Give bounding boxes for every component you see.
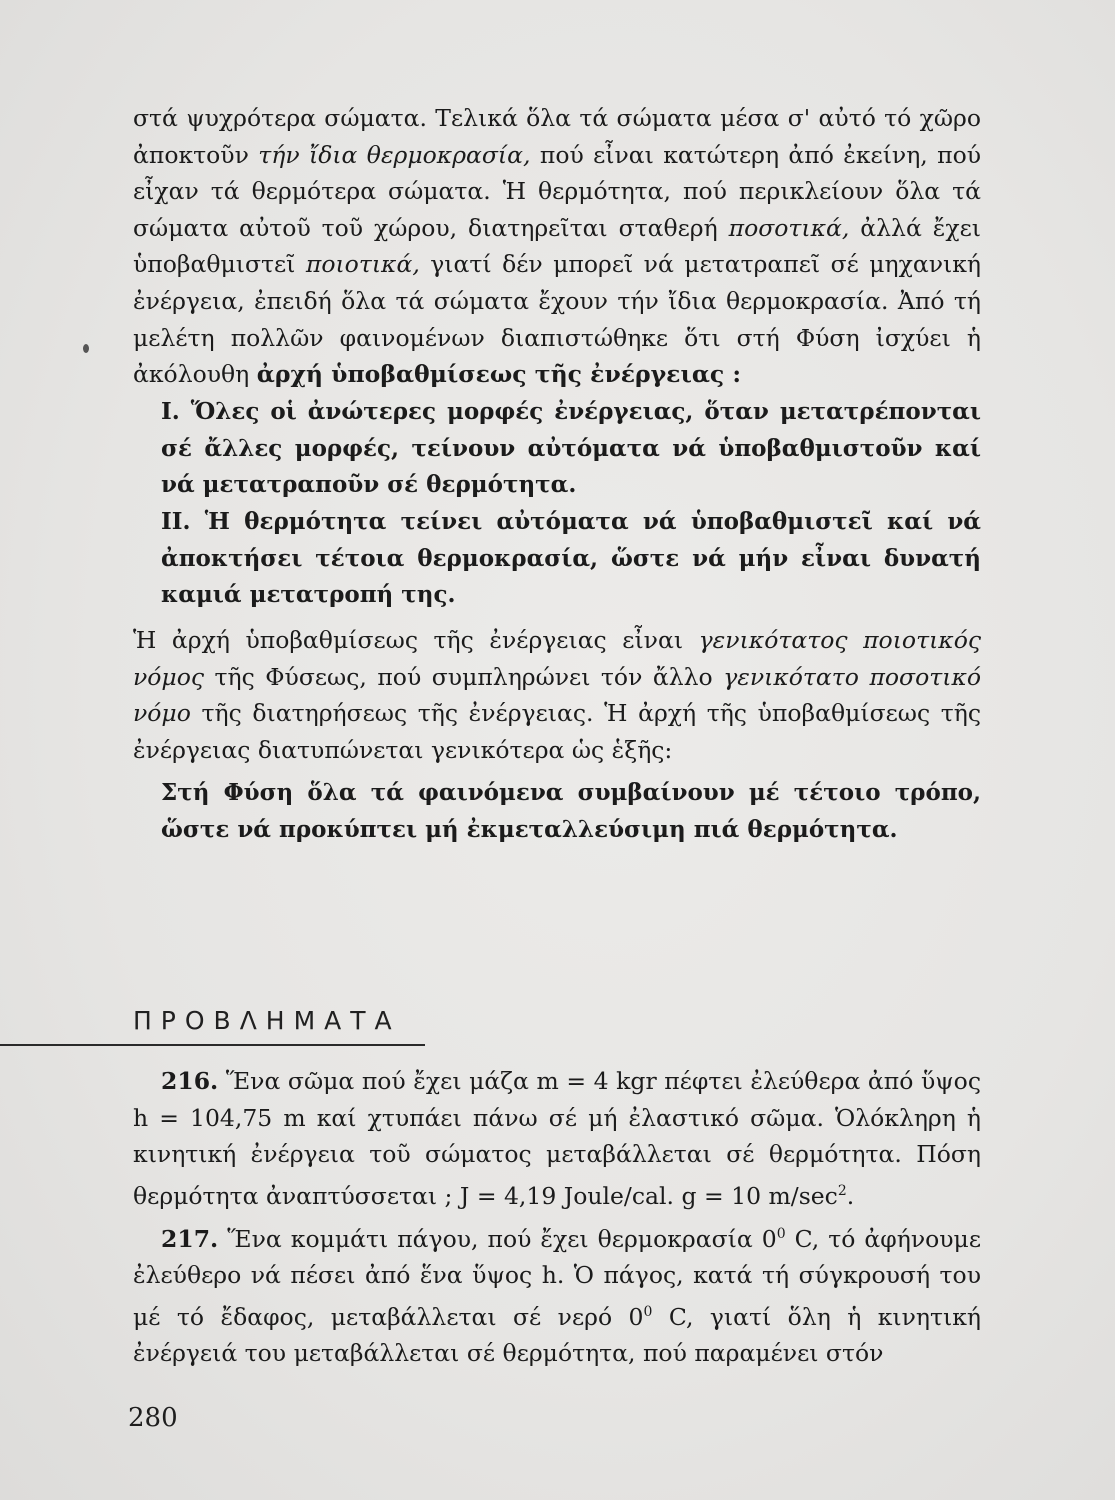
problem-216 xyxy=(133,1063,981,1214)
problem-number: 216. xyxy=(161,1067,219,1095)
italic-run: ποιοτικά, xyxy=(305,250,420,279)
superscript: 0 xyxy=(643,1304,653,1321)
bold-principle-title: ἀρχή ὑποβαθμίσεως τῆς ἐνέργειας : xyxy=(256,360,742,389)
text-run: C, γιατί ὅλη ἡ κινητική ἐνέργειά του μεταβάλλεται σέ θερμότητα, πού παραμένει στόν xyxy=(133,1302,981,1368)
paragraph-1 xyxy=(133,100,981,393)
problem-number: 217. xyxy=(161,1224,219,1253)
italic-run: γενικότατο ποσοτικό νόμο xyxy=(133,662,982,728)
law-1-text: I. Ὅλες οἱ ἀνώτερες μορφές ἐνέργειας, ὅταν μετατρέπονται σέ ἄλλες μορφές, τείνουν αὐτόματα νά ὑποβαθμιστοῦν καί νά μετατραποῦν σέ θερμότητα. xyxy=(161,398,981,499)
problem-217-text xyxy=(133,1216,981,1372)
italic-run: τήν ἴδια θερμοκρασία, xyxy=(258,140,531,169)
law-2-text: II. Ἡ θερμότητα τείνει αὐτόματα νά ὑποβαθμιστεῖ καί νά ἀποκτήσει τέτοια θερμοκρασία, ὥστε νά μήν εἶναι δυνατή καμιά μετατροπή της. xyxy=(161,508,981,609)
law-statement-1 xyxy=(133,394,981,504)
law-statement-2 xyxy=(133,504,981,614)
text-run: τῆς διατηρήσεως τῆς ἐνέργειας. Ἡ ἀρχή τῆς ὑποβαθμίσεως τῆς ἐνέργειας διατυπώνεται γενικότερα ὡς ἑξῆς: xyxy=(133,699,981,764)
text-run: Ἕνα σῶμα πού ἔχει μάζα m = 4 kgr πέφτει ἐλεύθερα ἀπό ὕψος h = 104,75 m καί χτυπάει πάνω σέ μή ἐλαστικό σῶμα. Ὁλόκληρη ἡ κινητική ἐνέργεια τοῦ σώματος μεταβάλλεται σέ θερμότητα. Πόση θερμότητα ἀναπτύσσεται ; J = 4,19 Joule/cal. g = 10 m/sec xyxy=(133,1067,981,1210)
italic-run: ποσοτικά, xyxy=(728,213,850,242)
italic-run: γενικότατος ποιοτικός νόμος xyxy=(133,626,982,691)
law-3-text: Στή Φύση ὅλα τά φαινόμενα συμβαίνουν μέ τέτοιο τρόπο, ὥστε νά προκύπτει μή ἐκμεταλλεύσιμη πιά θερμότητα. xyxy=(161,779,981,843)
superscript: 2 xyxy=(837,1182,847,1199)
paragraph-energy-degradation xyxy=(133,100,981,393)
problem-217 xyxy=(133,1216,981,1372)
heading-underline xyxy=(0,1044,425,1046)
section-heading-problems: ΠΡΟΒΛΗΜΑΤΑ xyxy=(133,1006,401,1035)
paragraph-general-law xyxy=(133,622,981,768)
text-run: γιατί δέν μπορεῖ νά μετατραπεῖ σέ μηχανική ἐνέργεια, ἐπειδή ὅλα τά σώματα ἔχουν τήν ἴδια θερμοκρασία. Ἀπό τή μελέτη πολλῶν φαινομένων διαπιστώθηκε ὅτι στή Φύση ἰσχύει ἡ ἀκόλουθη xyxy=(133,250,982,389)
text-run: ἀλλά ἔχει ὑποβαθμιστεῖ xyxy=(133,213,981,279)
text-run: πού εἶναι κατώτερη ἀπό ἐκείνη, πού εἶχαν τά θερμότερα σώματα. Ἡ θερμότητα, πού περικλείουν ὅλα τά σώματα αὐτοῦ τοῦ χώρου, διατηρεῖται σταθερή xyxy=(133,140,982,242)
text-run: . xyxy=(846,1181,855,1210)
superscript: 0 xyxy=(776,1226,786,1242)
text-run: Ἡ ἀρχή ὑποβαθμίσεως τῆς ἐνέργειας εἶναι xyxy=(133,626,699,654)
text-run: στά ψυχρότερα σώματα. Τελικά ὅλα τά σώματα μέσα σ' αὐτό τό χῶρο ἀποκτοῦν xyxy=(133,104,981,169)
paragraph-2 xyxy=(133,622,981,768)
text-run: C, τό ἀφήνουμε ἐλεύθερο νά πέσει ἀπό ἕνα ὕψος h. Ὁ πάγος, κατά τή σύγκρουσή του μέ τό ἔδαφος, μεταβάλλεται σέ νερό 0 xyxy=(133,1224,981,1331)
problem-216-text xyxy=(133,1063,981,1214)
text-run: Ἕνα κομμάτι πάγου, πού ἔχει θερμοκρασία 0 xyxy=(218,1224,777,1253)
margin-mark xyxy=(83,344,89,353)
law-statement-general xyxy=(133,775,981,848)
text-run: τῆς Φύσεως, πού συμπληρώνει τόν ἄλλο xyxy=(204,662,724,691)
page-number: 280 xyxy=(128,1403,178,1433)
